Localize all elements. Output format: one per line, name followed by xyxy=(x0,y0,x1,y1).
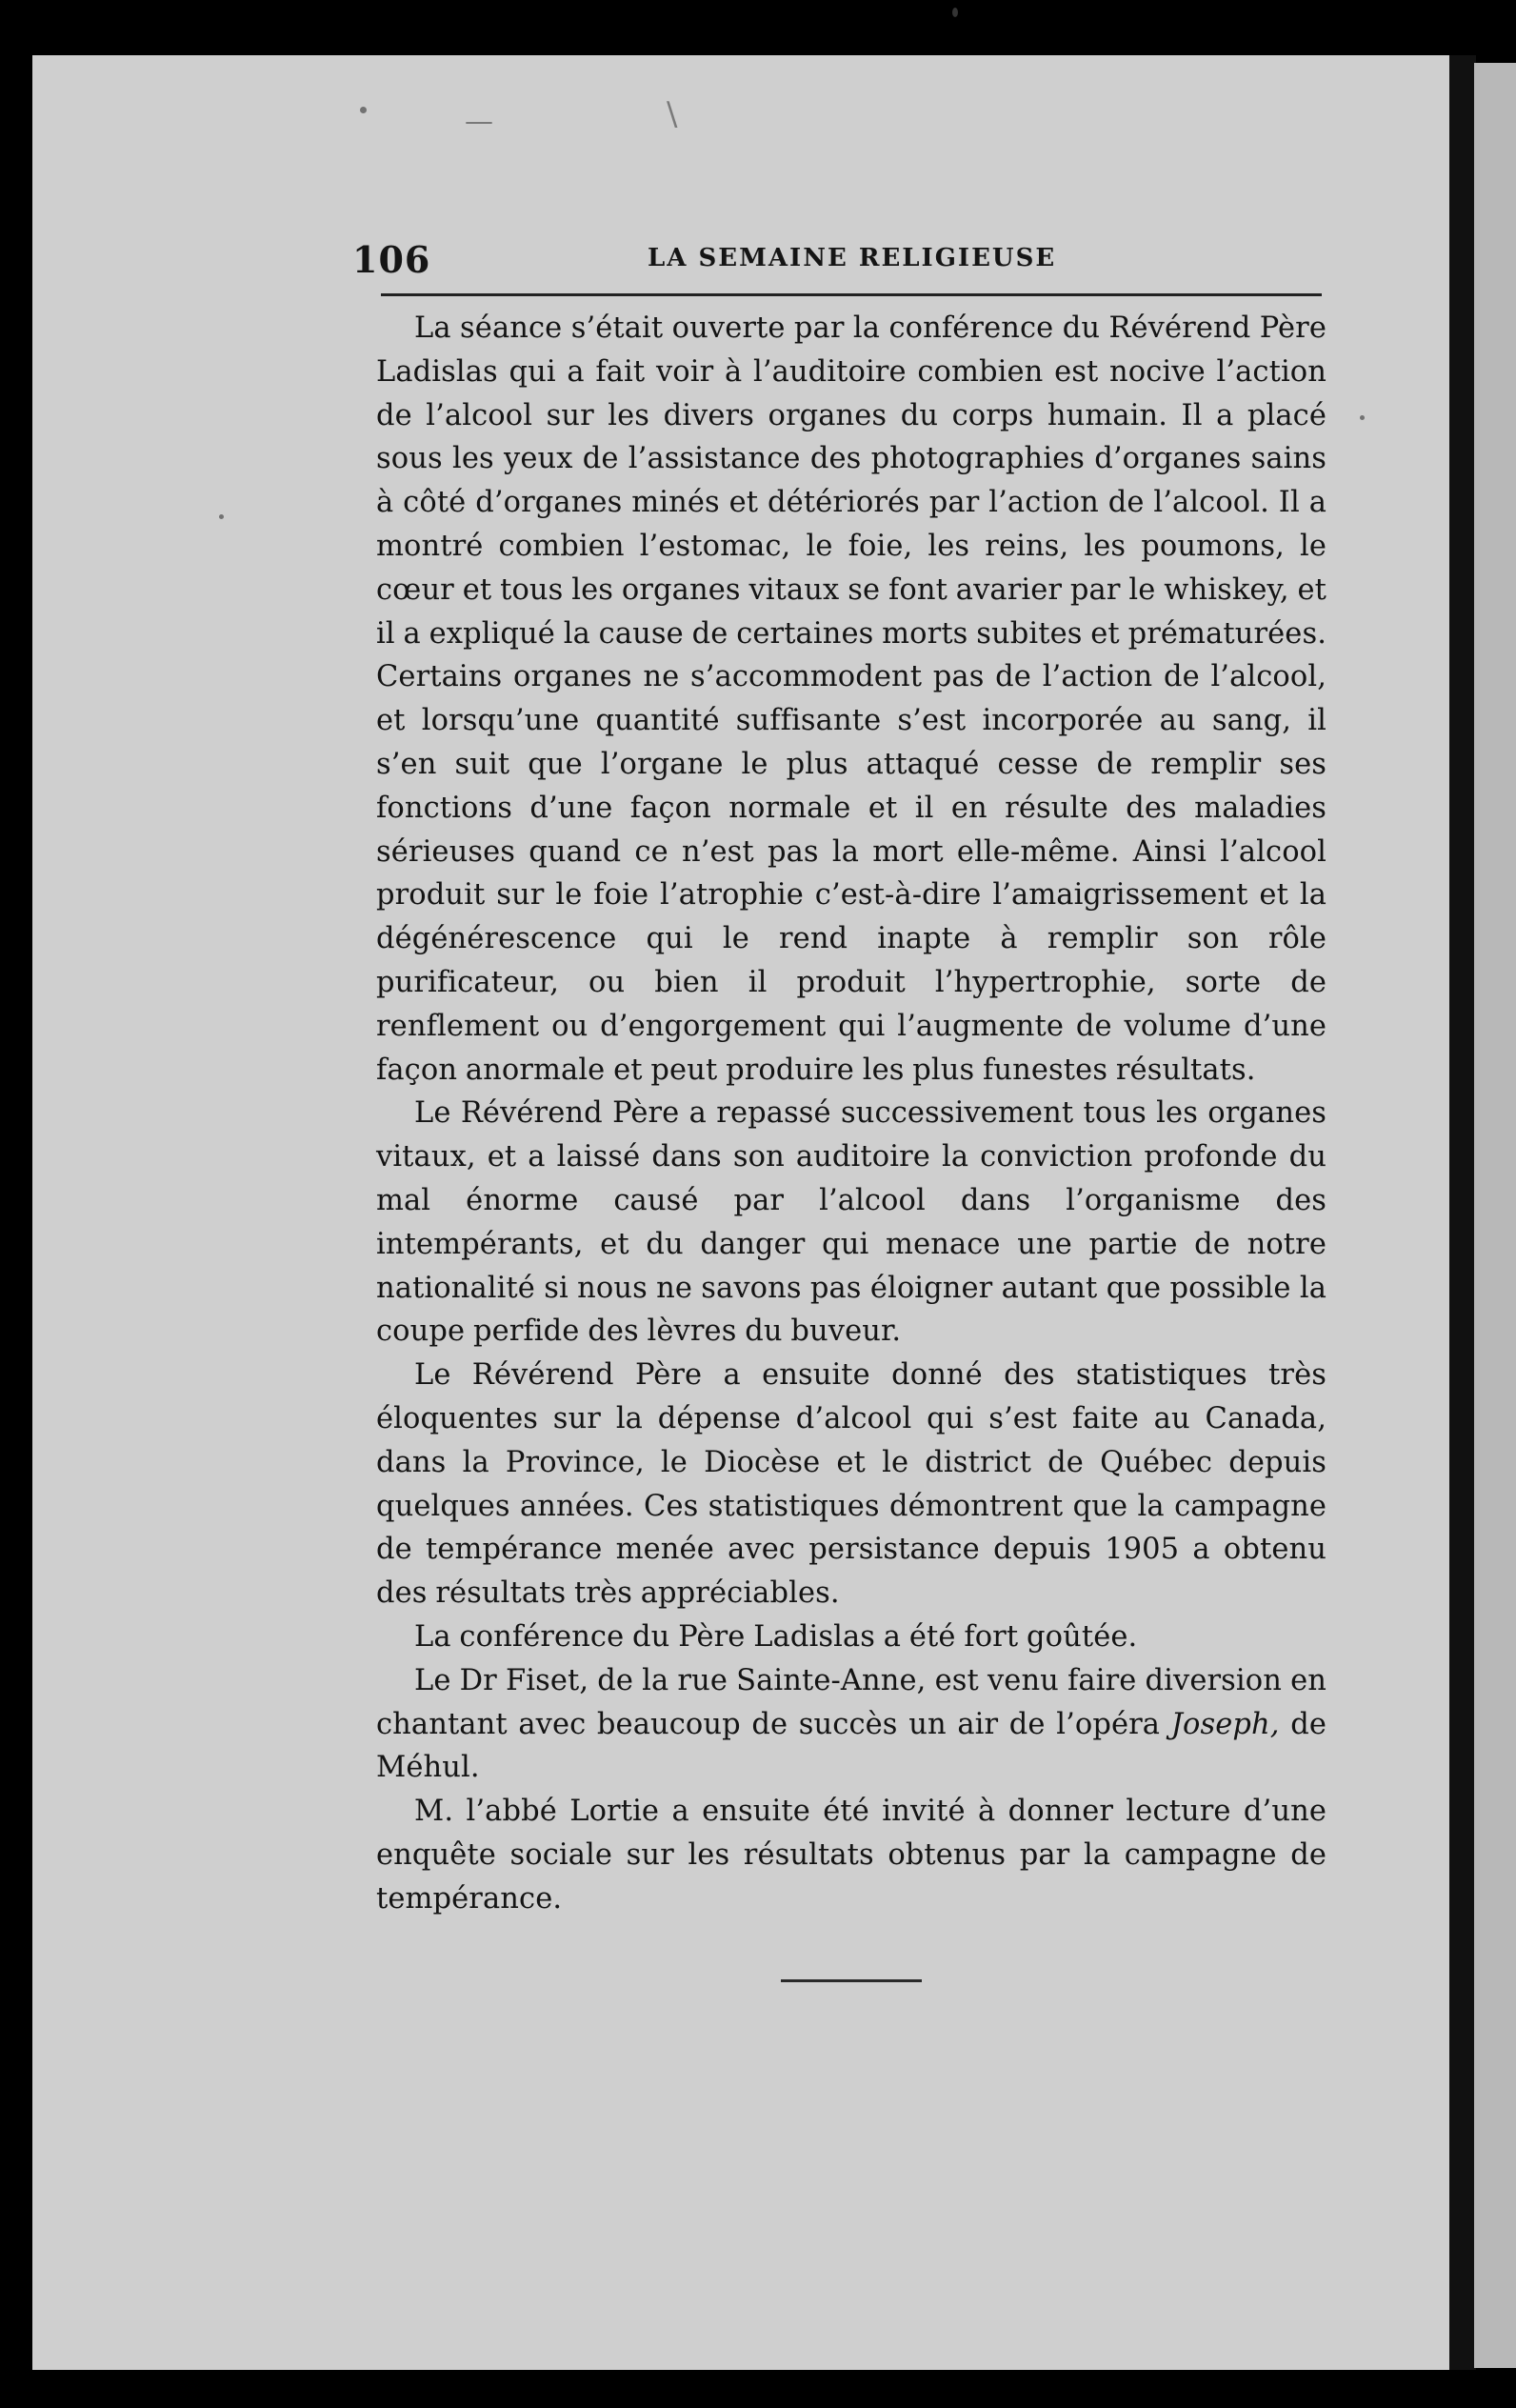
paragraph-5-text: Le Dr Fiset, de la rue Sainte-Anne, est venu faire diversion en chantant avec beaucoup de succès un air de l’opéra xyxy=(376,1663,1326,1741)
opera-title: Joseph, xyxy=(1170,1707,1280,1741)
header-rule xyxy=(381,293,1322,296)
scan-mark: \ xyxy=(667,95,678,133)
paragraph-6: M. l’abbé Lortie a ensuite été invité à donner lecture d’une enquête sociale sur les résultats obtenus par la campagne de tempérance. xyxy=(376,1795,1326,1916)
scan-mark: — xyxy=(465,105,493,138)
gutter-shadow xyxy=(1449,55,1476,2370)
paragraph-5-end: de Méhul. xyxy=(376,1707,1326,1785)
running-head xyxy=(352,238,1305,295)
ink-speck xyxy=(219,514,224,519)
paragraph-1: La séance s’était ouverte par la conférence du Révérend Père Ladislas qui a fait voir à l’auditoire combien est nocive l’action de l’alcool sur les divers organes du corps humain. Il a placé sous les yeux de l’assistance des photographies d’organes sains à côté d’organes minés et détériorés par l’action de l’alcool. Il a montré combien l’estomac, le foie, les reins, les poumons, le cœur et tous les organes vitaux se font avarier par le whiskey, et il a expliqué la cause de certaines morts subites et prématurées. Certains organes ne s’accommodent pas de l’action de l’alcool, et lorsqu’une quantité suffisante s’est incorporée au sang, il s’en suit que l’organe le plus attaqué cesse de remplir ses fonctions d’une façon normale et il en résulte des maladies sérieuses quand ce n’est pas la mort elle-même. Ainsi l’alcool produit sur le foie l’atrophie c’est-à-dire l’amaigrissement et la dégénérescence qui le rend inapte à remplir son rôle purificateur, ou bien il produit l’hypertrophie, sorte de renflement ou d’engorgement qui l’augmente de volume d’une façon anormale et peut produire les plus funestes résultats. xyxy=(376,311,1326,1087)
paragraph-3: Le Révérend Père a ensuite donné des statistiques très éloquentes sur la dépense d’alcool qui s’est faite au Canada, dans la Province, le Diocèse et le district de Québec depuis quelques années. Ces statistiques démontrent que la campagne de tempérance menée avec persistance depuis 1905 a obtenu des résultats très appréciables. xyxy=(376,1358,1326,1611)
running-title: LA SEMAINE RELIGIEUSE xyxy=(648,244,1057,272)
page-number: 106 xyxy=(352,238,431,281)
paragraph-5 xyxy=(376,1659,1326,1790)
paragraph-4: La conférence du Père Ladislas a été fort goûtée. xyxy=(414,1619,1138,1654)
adjacent-page-edge xyxy=(1474,63,1516,2368)
ink-speck xyxy=(360,107,367,113)
ink-speck xyxy=(1360,415,1365,420)
ink-speck xyxy=(952,8,958,17)
article-body xyxy=(376,307,1326,1920)
paragraph-2: Le Révérend Père a repassé successivement tous les organes vitaux, et a laissé dans son auditoire la conviction profonde du mal énorme causé par l’alcool dans l’organisme des intempérants, et du danger qui menace une partie de notre nationalité si nous ne savons pas éloigner autant que possible la coupe perfide des lèvres du buveur. xyxy=(376,1096,1326,1349)
section-end-rule xyxy=(781,1979,922,1982)
